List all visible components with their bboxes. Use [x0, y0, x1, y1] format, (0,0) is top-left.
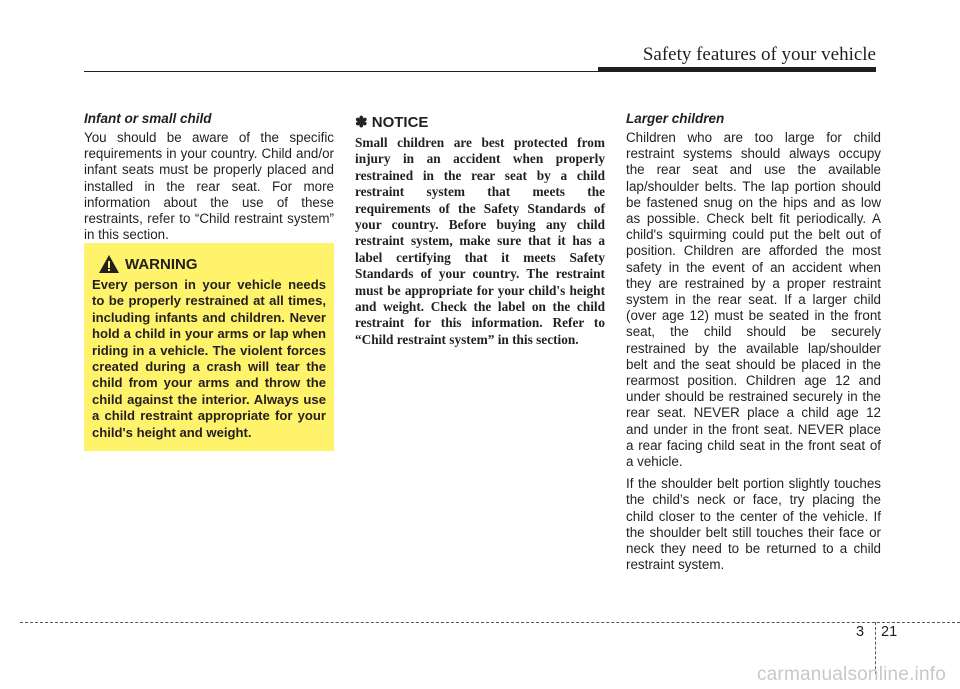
watermark: carmanualsonline.info [756, 664, 946, 685]
warning-text: Every person in your vehicle needs to be properly restrained at all times, including infants and children. Never hold a child in your arms or lap when riding in a vehicle. The violent forces created during a crash will tear the child from your arms and throw the child against the interior. Always use a child restraint appropriate for your child's height and weight. [92, 277, 326, 440]
column-larger-children [626, 111, 881, 573]
section-title: Safety features of your vehicle [642, 44, 876, 65]
page-number: 21 [881, 624, 898, 640]
infant-heading: Infant or small child [84, 111, 212, 126]
larger-children-paragraph-1: Children who are too large for child restraint systems should always occupy the rear seat and use the available lap/shoulder belts. The lap portion should be fastened snug on the hips and as low as possible. Check belt fit periodically. A child's squirming could put the belt out of position. Children are afforded the most safety in the event of an accident when they are restrained by a proper restraint system in the rear seat. If a larger child (over age 12) must be seated in the front seat, the child should be securely restrained by the available lap/shoulder belt and the seat should be placed in the rearmost position. Children age 12 and under should be restrained securely in the rear seat. NEVER place a child age 12 and under in the front seat. NEVER place a rear facing child seat in the front seat of a vehicle. [626, 130, 881, 470]
larger-children-heading: Larger children [626, 111, 725, 126]
warning-title: WARNING [125, 255, 198, 273]
larger-children-paragraph-2: If the shoulder belt portion slightly touches the child’s neck or face, try placing the child closer to the center of the vehicle. If the shoulder belt still touches their face or neck they need to be returned to a child restraint system. [626, 476, 881, 573]
warning-triangle-icon [98, 254, 120, 274]
notice-title: ✽ NOTICE [355, 114, 429, 131]
warning-header [92, 254, 326, 274]
chapter-number: 3 [856, 624, 865, 640]
header-accent-bar [598, 67, 876, 72]
infant-paragraph: You should be aware of the specific requirements in your country. Child and/or infant seats must be properly placed and installed in the rear seat. For more information about the use of these restraints, refer to “Child restraint system” in this section. [84, 130, 334, 243]
warning-box [84, 243, 334, 451]
column-notice [355, 111, 605, 348]
footer-divider [20, 622, 960, 623]
notice-text: Small children are best protected from injury in an accident when properly restrained in the rear seat by a child restraint system that meets the requirements of the Safety Standards of your country. Before buying any child restraint system, make sure that it has a label certifying that it meets Safety Standards of your country. The restraint must be appropriate for your child's height and weight. Check the label on the child restraint for this information. Refer to “Child restraint system” in this section. [355, 135, 605, 347]
column-infant [84, 111, 334, 243]
